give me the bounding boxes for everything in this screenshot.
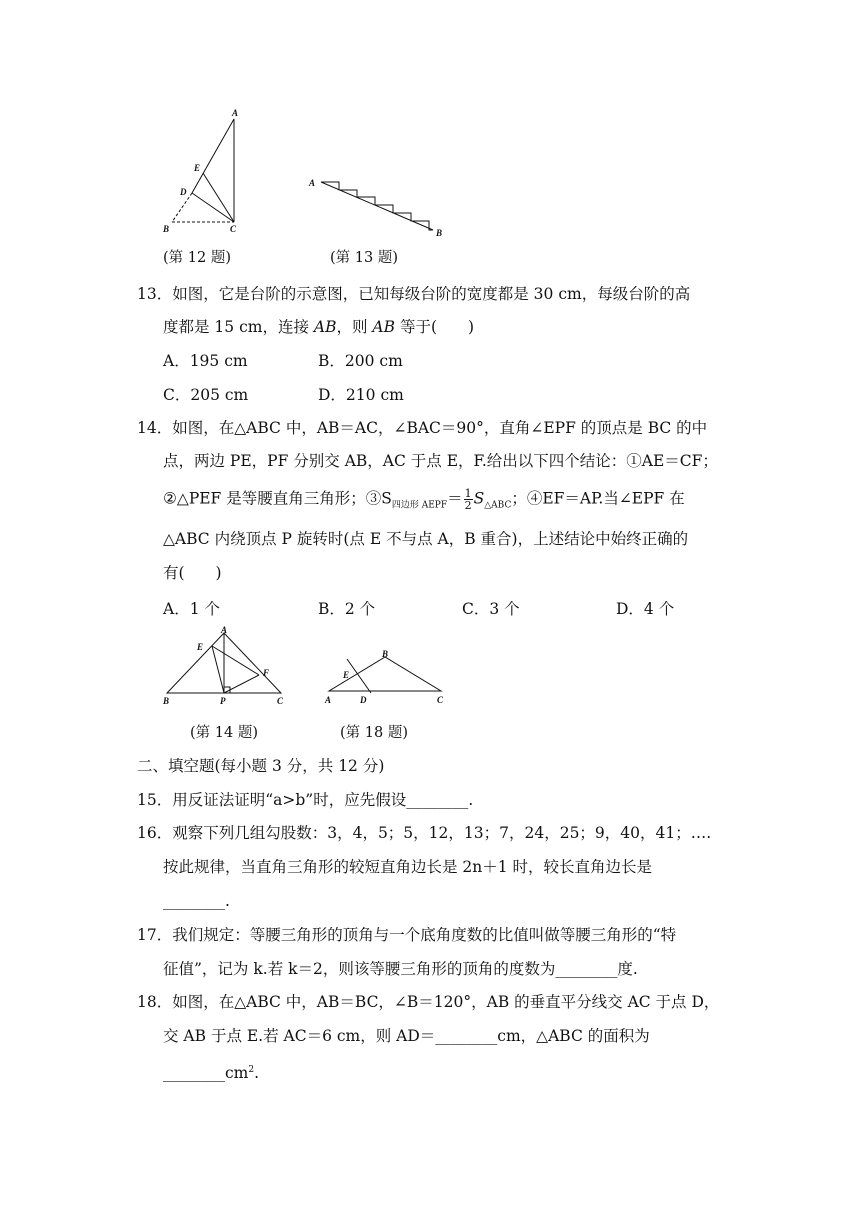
fig13-label-b: B [436,228,443,238]
fig18-label-e: E [343,670,350,680]
fig14-label-e: E [197,642,204,652]
q14-fraction: $\frac{1}{2}$ [464,487,472,512]
q14-option-a: A．1 个 [163,600,220,618]
fig14-label-p: P [220,696,226,706]
fig12-label-a: A [232,108,239,118]
q13-option-c: C．205 cm [163,386,249,404]
q18-line1: 18．如图，在△ABC 中，AB＝BC，∠B＝120°，AB 的垂直平分线交 AC 于点 D， [137,993,720,1011]
q13-line2: 度都是 15 cm，连接 AB，则 AB 等于( ) [163,318,475,336]
fig12-label-d: D [180,187,187,197]
fig12-label-e: E [194,163,201,173]
q14-option-c: C．3 个 [462,600,520,618]
q14-line4: △ABC 内绕顶点 P 旋转时(点 E 不与点 A，B 重合)，上述结论中始终正确的 [163,530,689,548]
figure-18 [315,645,455,710]
fig13-label-a: A [309,178,316,188]
fig18-label-c: C [437,695,444,705]
fig18-label-d: D [360,695,367,705]
fig18-caption: (第 18 题) [340,725,408,741]
q13-option-d: D．210 cm [318,386,404,404]
q16-line2: 按此规律，当直角三角形的较短直角边长是 2n＋1 时，较长直角边长是 [163,858,653,876]
q16-line1: 16．观察下列几组勾股数：3，4，5；5，12，13；7，24，25；9，40，41；…. [137,824,712,842]
q15-line: 15．用反证法证明“a>b”时，应先假设________. [137,791,474,809]
q14-option-b: B．2 个 [318,600,376,618]
fig14-caption: (第 14 题) [190,725,258,741]
q18-line3: $\_\_\_\_\_\_\_\_cm^2$. [163,1064,260,1083]
fig18-label-b: B [382,649,389,659]
section-2-heading: 二、填空题(每小题 3 分，共 12 分) [137,757,385,775]
fig14-label-b: B [163,696,170,706]
figure-13 [303,170,453,240]
figure-14 [155,625,295,710]
fig12-caption: (第 12 题) [163,250,231,266]
q14-line3: ②△PEF 是等腰直角三角形；$③S_{四边形 AEPF}=$ $\frac{1}{2}$ $S_{\triangle ABC}$；④EF＝AP.当∠EPF 在 [163,487,685,512]
fig14-label-f: F [263,668,270,678]
fig14-label-c: C [277,696,284,706]
fig14-label-a: A [221,625,228,635]
fig13-caption: (第 13 题) [330,250,398,266]
fig12-label-c: C [230,224,237,234]
q13-line1: 13．如图，它是台阶的示意图，已知每级台阶的宽度都是 30 cm，每级台阶的高 [137,285,691,303]
fig12-label-b: B [163,224,170,234]
q17-line1: 17．我们规定：等腰三角形的顶角与一个底角度数的比值叫做等腰三角形的“特 [137,926,677,944]
q13-option-b: B．200 cm [318,352,403,370]
figure-12 [160,105,250,235]
q18-line2: 交 AB 于点 E.若 AC＝6 cm，则 AD＝________cm，△ABC 的面积为 [163,1027,650,1045]
q13-option-a: A．195 cm [163,352,248,370]
q14-option-d: D．4 个 [616,600,675,618]
q14-line5: 有( ) [163,564,222,582]
q17-line2: 征值”，记为 k.若 k＝2，则该等腰三角形的顶角的度数为________度. [163,960,638,978]
q14-line1: 14．如图，在△ABC 中，AB＝AC，∠BAC＝90°，直角∠EPF 的顶点是 BC 的中 [137,419,708,437]
fig18-label-a: A [325,695,332,705]
q14-line2: 点，两边 PE，PF 分别交 AB，AC 于点 E，F.给出以下四个结论：①AE＝CF； [163,452,718,470]
q16-line3: ________. [163,892,230,910]
